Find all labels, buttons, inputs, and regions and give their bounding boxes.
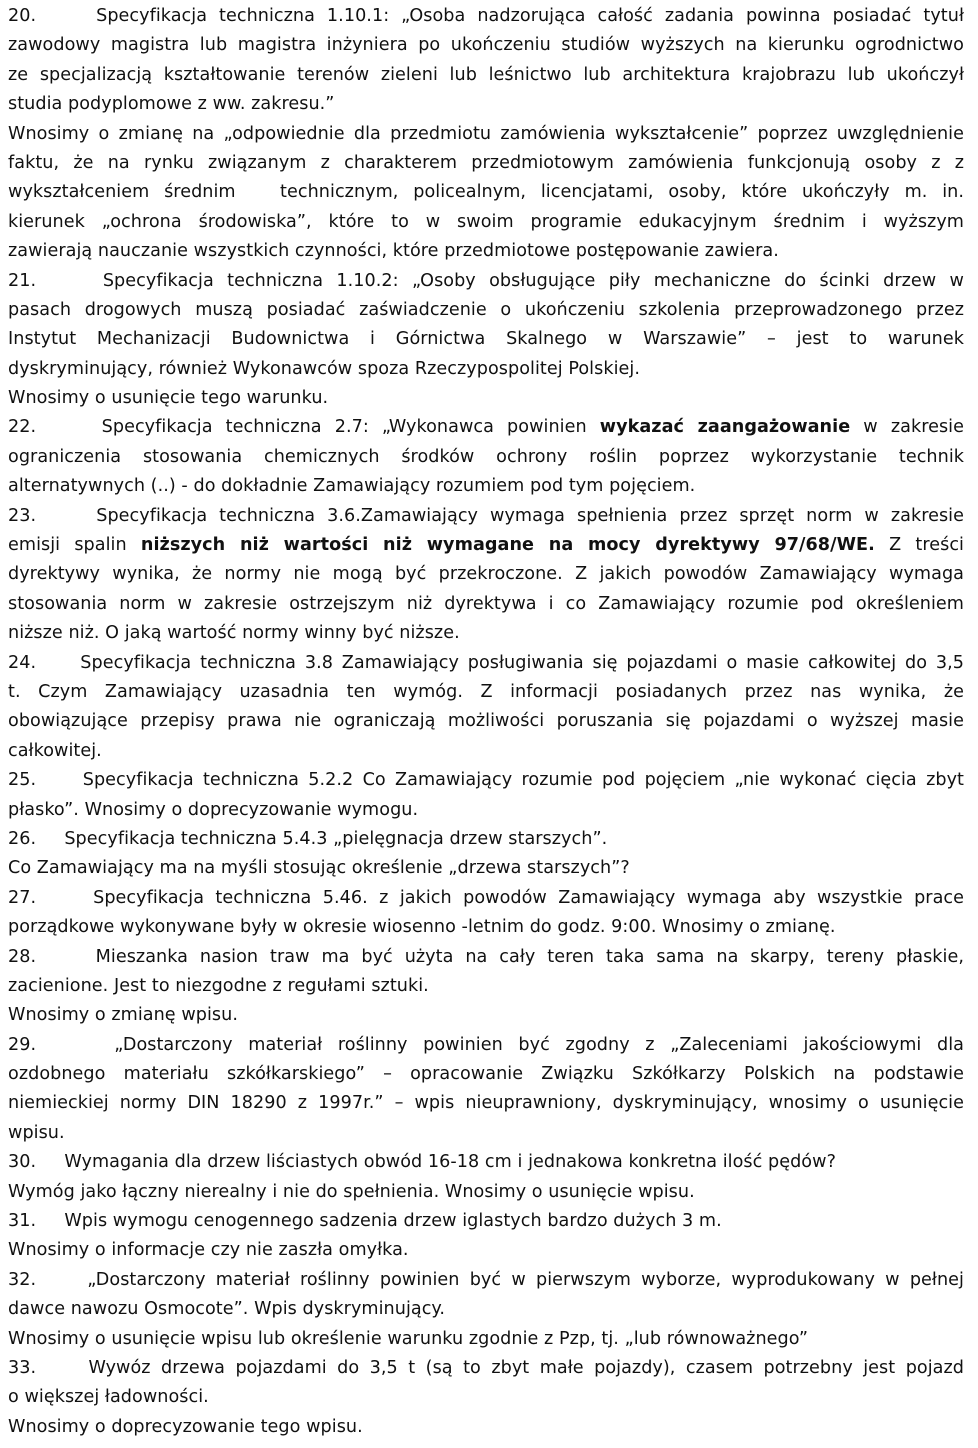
body-text: emisji spalin	[8, 535, 141, 556]
list-item	[8, 766, 964, 825]
body-text: o większej ładowności.	[8, 1387, 209, 1408]
text-line	[8, 413, 964, 442]
body-text: całkowitej.	[8, 740, 102, 761]
text-line	[8, 707, 964, 736]
text-line	[8, 737, 964, 766]
text-line	[8, 1325, 964, 1354]
text-line	[8, 1148, 964, 1177]
list-item	[8, 1148, 964, 1207]
list-item	[8, 502, 964, 649]
body-text: zawodowy magistra lub magistra inżyniera po ukończeniu studiów wyższych na kierunku ogrodnictwo	[8, 35, 964, 56]
body-text: 27. Specyfikacja techniczna 5.46. z jakich powodów Zamawiający wymaga aby wszystkie prace	[8, 887, 964, 908]
text-line	[8, 443, 964, 472]
body-text: 33. Wywóz drzewa pojazdami do 3,5 t (są to zbyt małe pojazdy), czasem potrzebny jest pojazd	[8, 1357, 964, 1378]
document-items	[8, 2, 964, 1442]
text-line	[8, 1207, 964, 1236]
text-line	[8, 237, 964, 266]
text-line	[8, 208, 964, 237]
body-text: 32. „Dostarczony materiał roślinny powinien być w pierwszym wyborze, wyprodukowany w pełnej	[8, 1269, 964, 1290]
text-line	[8, 1001, 964, 1030]
body-text: Wnosimy o usunięcie wpisu lub określenie warunku zgodnie z Pzp, tj. „lub równoważnego”	[8, 1328, 809, 1349]
body-text: 23. Specyfikacja techniczna 3.6.Zamawiający wymaga spełnienia przez sprzęt norm w zakresie	[8, 505, 964, 526]
text-line	[8, 1354, 964, 1383]
body-text: Z treści	[874, 535, 964, 556]
text-line	[8, 884, 964, 913]
body-text: Wnosimy o zmianę na „odpowiednie dla przedmiotu zamówienia wykształcenie” poprzez uwzględnienie	[8, 123, 964, 144]
body-text: t. Czym Zamawiający uzasadnia ten wymóg. Z informacji posiadanych przez nas wynika, że	[8, 681, 964, 702]
list-item	[8, 413, 964, 501]
list-item	[8, 1266, 964, 1354]
body-text: zawierają nauczanie wszystkich czynności, które przedmiotowe postępowanie zawiera.	[8, 241, 779, 262]
body-text: Wymóg jako łączny nierealny i nie do spełnienia. Wnosimy o usunięcie wpisu.	[8, 1181, 695, 1202]
body-text: 31. Wpis wymogu cenogennego sadzenia drzew iglastych bardzo dużych 3 m.	[8, 1211, 722, 1232]
body-text: studia podyplomowe z ww. zakresu.”	[8, 94, 335, 115]
text-line	[8, 590, 964, 619]
text-line	[8, 1236, 964, 1265]
body-text: Instytut Mechanizacji Budownictwa i Górnictwa Skalnego w Warszawie” – jest to warunek	[8, 329, 964, 350]
text-line	[8, 1178, 964, 1207]
list-item	[8, 884, 964, 943]
body-text: dyskryminujący, również Wykonawców spoza Rzeczypospolitej Polskiej.	[8, 358, 640, 379]
text-line	[8, 472, 964, 501]
body-text: 30. Wymagania dla drzew liściastych obwód 16-18 cm i jednakowa konkretna ilość pędów?	[8, 1152, 836, 1173]
text-line	[8, 531, 964, 560]
text-line	[8, 1089, 964, 1118]
body-text: ograniczenia stosowania chemicznych środków ochrony roślin poprzez wykorzystanie technik	[8, 446, 964, 467]
body-text: 28. Mieszanka nasion traw ma być użyta na cały teren taka sama na skarpy, tereny płaskie,	[8, 946, 964, 967]
text-line	[8, 1383, 964, 1412]
text-line	[8, 678, 964, 707]
body-text: 24. Specyfikacja techniczna 3.8 Zamawiający posługiwania się pojazdami o masie całkowitej do 3,5	[8, 652, 964, 673]
body-text: stosowania norm w zakresie ostrzejszym niż dyrektywa i co Zamawiający rozumie pod określeniem	[8, 593, 964, 614]
emphasis-text: wykazać zaangażowanie	[599, 417, 851, 438]
text-line	[8, 1060, 964, 1089]
body-text: ozdobnego materiału szkółkarskiego” – opracowanie Związku Szkółkarzy Polskich na podstawie	[8, 1064, 964, 1085]
body-text: dyrektywy wynika, że normy nie mogą być przekroczone. Z jakich powodów Zamawiający wymaga	[8, 564, 964, 585]
text-line	[8, 1031, 964, 1060]
list-item	[8, 1354, 964, 1442]
text-line	[8, 913, 964, 942]
body-text: Co Zamawiający ma na myśli stosując określenie „drzewa starszych”?	[8, 858, 630, 879]
body-text: w zakresie	[850, 417, 964, 438]
body-text: Wnosimy o usunięcie tego warunku.	[8, 388, 329, 409]
emphasis-text: niższych niż wartości niż wymagane na mocy dyrektywy 97/68/WE.	[140, 535, 875, 556]
text-line	[8, 61, 964, 90]
body-text: dawce nawozu Osmocote”. Wpis dyskryminujący.	[8, 1299, 446, 1320]
text-line	[8, 384, 964, 413]
body-text: płasko”. Wnosimy o doprecyzowanie wymogu.	[8, 799, 419, 820]
list-item	[8, 943, 964, 1031]
body-text: Wnosimy o zmianę wpisu.	[8, 1005, 238, 1026]
body-text: 21. Specyfikacja techniczna 1.10.2: „Osoby obsługujące piły mechaniczne do ścinki drzew w	[8, 270, 964, 291]
text-line	[8, 296, 964, 325]
body-text: 25. Specyfikacja techniczna 5.2.2 Co Zamawiający rozumie pod pojęciem „nie wykonać cięcia zbyt	[8, 770, 964, 791]
list-item	[8, 1031, 964, 1149]
text-line	[8, 796, 964, 825]
list-item	[8, 649, 964, 767]
text-line	[8, 355, 964, 384]
text-line	[8, 854, 964, 883]
text-line	[8, 31, 964, 60]
body-text: wykształceniem średnim technicznym, policealnym, licencjatami, osoby, które ukończyły m. in.	[8, 182, 964, 203]
text-line	[8, 972, 964, 1001]
body-text: 26. Specyfikacja techniczna 5.4.3 „pielęgnacja drzew starszych”.	[8, 828, 608, 849]
list-item	[8, 825, 964, 884]
body-text: zacienione. Jest to niezgodne z regułami sztuki.	[8, 975, 429, 996]
body-text: niższe niż. O jaką wartość normy winny być niższe.	[8, 623, 460, 644]
body-text: porządkowe wykonywane były w okresie wiosenno -letnim do godz. 9:00. Wnosimy o zmianę.	[8, 917, 836, 938]
list-item	[8, 1207, 964, 1266]
text-line	[8, 149, 964, 178]
text-line	[8, 1413, 964, 1442]
text-line	[8, 619, 964, 648]
body-text: 22. Specyfikacja techniczna 2.7: „Wykonawca powinien	[8, 417, 600, 438]
body-text: Wnosimy o doprecyzowanie tego wpisu.	[8, 1416, 363, 1437]
text-line	[8, 120, 964, 149]
text-line	[8, 943, 964, 972]
text-line	[8, 325, 964, 354]
text-line	[8, 267, 964, 296]
body-text: pasach drogowych muszą posiadać zaświadczenie o ukończeniu szkolenia przeprowadzonego przez	[8, 299, 964, 320]
body-text: obowiązujące przepisy prawa nie ograniczają możliwości poruszania się pojazdami o wyższej masie	[8, 711, 964, 732]
list-item	[8, 2, 964, 267]
text-line	[8, 1266, 964, 1295]
text-line	[8, 2, 964, 31]
text-line	[8, 502, 964, 531]
body-text: Wnosimy o informacje czy nie zaszła omyłka.	[8, 1240, 409, 1261]
body-text: ze specjalizacją kształtowanie terenów zieleni lub leśnictwo lub architektura krajobrazu lub ukończył	[8, 64, 964, 85]
body-text: niemieckiej normy DIN 18290 z 1997r.” – wpis nieuprawniony, dyskryminujący, wnosimy o usunięcie	[8, 1093, 964, 1114]
body-text: 20. Specyfikacja techniczna 1.10.1: „Osoba nadzorująca całość zadania powinna posiadać tytuł	[8, 6, 964, 26]
text-line	[8, 649, 964, 678]
text-line	[8, 766, 964, 795]
list-item	[8, 267, 964, 414]
body-text: wpisu.	[8, 1122, 65, 1143]
body-text: 29. „Dostarczony materiał roślinny powinien być zgodny z „Zaleceniami jakościowymi dla	[8, 1034, 964, 1055]
body-text: kierunek „ochrona środowiska”, które to w swoim programie edukacyjnym średnim i wyższym	[8, 211, 964, 232]
body-text: faktu, że na rynku związanym z charakterem przedmiotowym zamówienia funkcjonują osoby z z	[8, 152, 964, 173]
text-line	[8, 178, 964, 207]
body-text: alternatywnych (..) - do dokładnie Zamawiający rozumiem pod tym pojęciem.	[8, 476, 696, 497]
text-line	[8, 825, 964, 854]
text-line	[8, 1119, 964, 1148]
text-line	[8, 1295, 964, 1324]
text-line	[8, 560, 964, 589]
text-line	[8, 90, 964, 119]
